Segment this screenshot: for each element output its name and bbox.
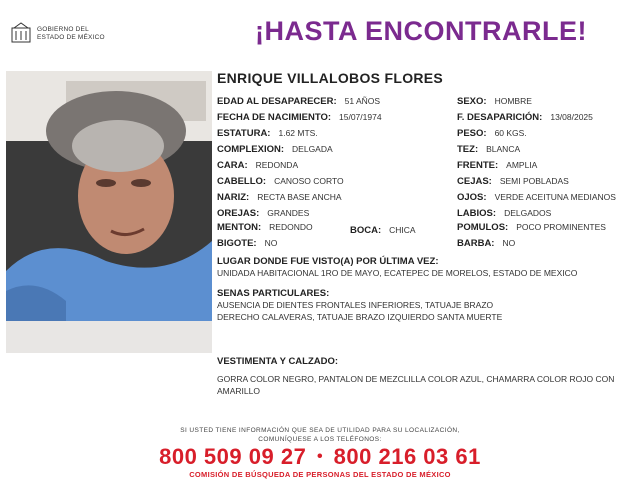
field-lips (457, 208, 551, 219)
field-cheekbones-label: POMULOS: (457, 222, 509, 233)
field-hair-value: CANOSO CORTO (274, 176, 344, 186)
banner-title: ¡HASTA ENCONTRARLE! (255, 16, 587, 46)
photo-illustration (6, 71, 212, 353)
field-forehead (457, 160, 537, 171)
field-complexion-tone-label: TEZ: (457, 144, 479, 155)
field-nose-label: NARIZ: (217, 192, 250, 203)
field-birthdate-label: FECHA DE NACIMIENTO: (217, 112, 331, 123)
phone-numbers (0, 444, 640, 470)
field-eyes-value: VERDE ACEITUNA MEDIANOS (494, 192, 616, 202)
phone-separator: • (316, 448, 324, 465)
field-eyebrows (457, 176, 569, 187)
field-lips-value: DELGADOS (504, 208, 552, 218)
field-disappearance-date-value: 13/08/2025 (550, 112, 593, 122)
field-height-value: 1.62 MTS. (278, 128, 318, 138)
field-sex (457, 96, 532, 107)
field-eyes-label: OJOS: (457, 192, 487, 203)
field-disappearance-date (457, 112, 593, 123)
field-sex-label: SEXO: (457, 96, 487, 107)
field-birthdate (217, 112, 382, 123)
distinguishing-marks-text: AUSENCIA DE DIENTES FRONTALES INFERIORES, TATUAJE BRAZO DERECHO CALAVERAS, TATUAJE BRAZO IZQUIERDO SANTA MUERTE (217, 300, 503, 322)
commission-name: COMISIÓN DE BÚSQUEDA DE PERSONAS DEL ESTADO DE MÉXICO (189, 470, 451, 479)
contact-note (0, 426, 640, 444)
field-cheekbones (457, 222, 606, 233)
field-face-label: CARA: (217, 160, 248, 171)
field-ears-value: GRANDES (267, 208, 310, 218)
field-cheekbones-value: POCO PROMINENTES (516, 222, 606, 232)
field-weight-value: 60 KGS. (494, 128, 527, 138)
logo-line-1: GOBIERNO DEL (37, 26, 89, 33)
field-age (217, 96, 380, 107)
clothing-title: VESTIMENTA Y CALZADO: (217, 356, 339, 367)
field-nose-value: RECTA BASE ANCHA (257, 192, 342, 202)
field-build-value: DELGADA (292, 144, 333, 154)
field-mouth (350, 225, 416, 236)
phone-number-1: 800 509 09 27 (159, 444, 307, 469)
missing-person-photo (6, 71, 212, 353)
field-mouth-value: CHICA (389, 225, 416, 235)
state-government-logo (10, 22, 120, 46)
field-chin-value: REDONDO (269, 222, 313, 232)
field-weight (457, 128, 527, 139)
field-face (217, 160, 298, 171)
logo-line-2: ESTADO DE MÉXICO (37, 33, 105, 41)
field-nose (217, 192, 342, 203)
field-mustache-value: NO (264, 238, 278, 248)
field-beard (457, 238, 515, 249)
field-ears-label: OREJAS: (217, 208, 260, 219)
field-height (217, 128, 318, 139)
field-disappearance-date-label: F. DESAPARICIÓN: (457, 112, 543, 123)
field-complexion-tone (457, 144, 520, 155)
contact-note-line-2: COMUNÍQUESE A LOS TELÉFONOS: (258, 436, 382, 443)
field-age-label: EDAD AL DESAPARECER: (217, 96, 337, 107)
coat-of-arms-icon (10, 22, 32, 44)
field-eyebrows-value: SEMI POBLADAS (499, 176, 569, 186)
field-forehead-label: FRENTE: (457, 160, 499, 171)
field-chin (217, 222, 313, 233)
phone-number-2: 800 216 03 61 (333, 444, 481, 469)
field-hair (217, 176, 344, 187)
field-weight-label: PESO: (457, 128, 487, 139)
field-beard-value: NO (502, 238, 516, 248)
last-seen-text: UNIDADA HABITACIONAL 1RO DE MAYO, ECATEPEC DE MORELOS, ESTADO DE MEXICO (217, 268, 578, 278)
field-mustache-label: BIGOTE: (217, 238, 257, 249)
field-age-value: 51 AÑOS (344, 96, 381, 106)
logo-text (37, 26, 105, 41)
field-build (217, 144, 333, 155)
field-chin-label: MENTON: (217, 222, 262, 233)
field-sex-value: HOMBRE (494, 96, 532, 106)
field-mustache (217, 238, 277, 249)
field-hair-label: CABELLO: (217, 176, 267, 187)
field-face-value: REDONDA (255, 160, 299, 170)
distinguishing-marks-title: SENAS PARTICULARES: (217, 288, 330, 299)
field-ears (217, 208, 309, 219)
person-name: ENRIQUE VILLALOBOS FLORES (217, 70, 444, 86)
field-beard-label: BARBA: (457, 238, 495, 249)
field-lips-label: LABIOS: (457, 208, 497, 219)
last-seen-title: LUGAR DONDE FUE VISTO(A) POR ÚLTIMA VEZ: (217, 256, 439, 267)
field-complexion-tone-value: BLANCA (486, 144, 521, 154)
field-eyes (457, 192, 616, 203)
field-eyebrows-label: CEJAS: (457, 176, 492, 187)
field-mouth-label: BOCA: (350, 225, 382, 236)
contact-note-line-1: SI USTED TIENE INFORMACIÓN QUE SEA DE UTILIDAD PARA SU LOCALIZACIÓN, (180, 427, 460, 434)
field-height-label: ESTATURA: (217, 128, 271, 139)
clothing-text: GORRA COLOR NEGRO, PANTALON DE MEZCLILLA COLOR AZUL, CHAMARRA COLOR ROJO CON AMARILLO (217, 374, 615, 396)
field-birthdate-value: 15/07/1974 (339, 112, 382, 122)
field-forehead-value: AMPLIA (506, 160, 538, 170)
field-build-label: COMPLEXION: (217, 144, 285, 155)
